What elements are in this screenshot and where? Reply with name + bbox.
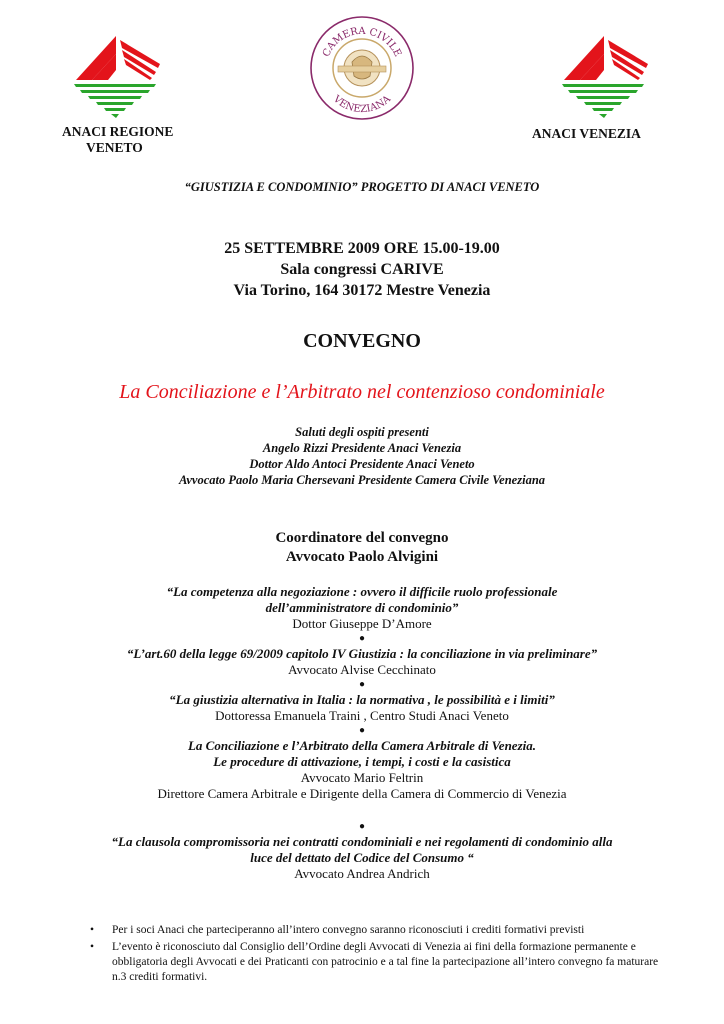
bullet-icon: • [90, 924, 95, 936]
seal-top-text: CAMERA CIVILE [320, 25, 404, 59]
coordinator-name: Avvocato Paolo Alvigini [285, 549, 439, 565]
talk-item [0, 834, 724, 882]
talk-title: “La giustizia alternativa in Italia : la normativa , le possibilità e i limiti” [169, 692, 555, 707]
talk-item [0, 692, 724, 724]
greeting-line: Dottor Aldo Antoci Presidente Anaci Veneto [249, 457, 475, 471]
event-venue: Sala congressi CARIVE [280, 261, 444, 278]
note-item [90, 940, 660, 985]
talk-speaker: Avvocato Andrea Andrich [294, 866, 430, 881]
talk-speaker: Dottor Giuseppe D’Amore [292, 616, 432, 631]
greeting-line: Saluti degli ospiti presenti [295, 425, 429, 439]
note-item [90, 923, 660, 938]
anaci-regione-veneto-logo [70, 34, 162, 124]
talk-item [0, 646, 724, 678]
talk-speaker: Direttore Camera Arbitrale e Dirigente della Camera di Commercio di Venezia [157, 786, 567, 801]
camera-civile-veneziana-seal [308, 14, 416, 122]
talk-speaker: Avvocato Alvise Cecchinato [288, 662, 436, 677]
anaci-venezia-logo [558, 34, 650, 124]
bullet-separator: ● [358, 725, 366, 736]
conference-title: La Conciliazione e l’Arbitrato nel contenzioso condominiale [119, 381, 605, 403]
left-org-line: VENETO [86, 140, 143, 155]
note-text: L’evento è riconosciuto dal Consiglio dell’Ordine degli Avvocati di Venezia ai fini della formazione permanente e obbligatoria degli Avvocati e dei Praticanti con patrocinio e a tal fine la partecipazione all’intero convegno fa maturare n.3 crediti formativi. [112, 941, 659, 983]
greetings [0, 424, 724, 488]
talk-title: luce del dettato del Codice del Consumo “ [250, 850, 474, 865]
project-title: “GIUSTIZIA E CONDOMINIO” PROGETTO DI ANACI VENETO [184, 180, 540, 194]
talk-title: dell’amministratore di condominio” [265, 600, 459, 615]
talk-list [0, 584, 724, 882]
notes-list [90, 923, 660, 987]
greeting-line: Avvocato Paolo Maria Chersevani Presidente Camera Civile Veneziana [178, 473, 546, 487]
bullet-separator: ● [358, 679, 366, 690]
bullet-separator: ● [358, 821, 366, 832]
page-heading: CONVEGNO [303, 330, 421, 352]
event-address: Via Torino, 164 30172 Mestre Venezia [233, 282, 491, 299]
talk-speaker: Dottoressa Emanuela Traini , Centro Studi Anaci Veneto [215, 708, 509, 723]
talk-item [0, 584, 724, 632]
greeting-line: Angelo Rizzi Presidente Anaci Venezia [262, 441, 462, 455]
talk-title: “La clausola compromissoria nei contratti condominiali e nei regolamenti di condominio alla [111, 834, 613, 849]
event-details [0, 238, 724, 301]
talk-item [0, 738, 724, 802]
talk-title: “L’art.60 della legge 69/2009 capitolo IV Giustizia : la conciliazione in via preliminare” [126, 646, 598, 661]
left-org-name [62, 124, 202, 156]
left-org-line: ANACI REGIONE [62, 124, 174, 139]
talk-title: Le procedure di attivazione, i tempi, i costi e la casistica [213, 754, 511, 769]
seal-bottom-text: VENEZIANA [330, 93, 394, 116]
talk-speaker: Avvocato Mario Feltrin [300, 770, 424, 785]
bullet-separator: ● [358, 633, 366, 644]
bullet-icon: • [90, 941, 95, 953]
coordinator-label: Coordinatore del convegno [275, 530, 449, 546]
event-date-time: 25 SETTEMBRE 2009 ORE 15.00-19.00 [224, 240, 500, 257]
talk-title: “La competenza alla negoziazione : ovvero il difficile ruolo professionale [166, 584, 558, 599]
coordinator [0, 529, 724, 567]
note-text: Per i soci Anaci che parteciperanno all’intero convegno saranno riconosciuti i crediti formativi previsti [112, 924, 585, 936]
right-org-name: ANACI VENEZIA [532, 126, 641, 141]
talk-title: La Conciliazione e l’Arbitrato della Camera Arbitrale di Venezia. [187, 738, 536, 753]
